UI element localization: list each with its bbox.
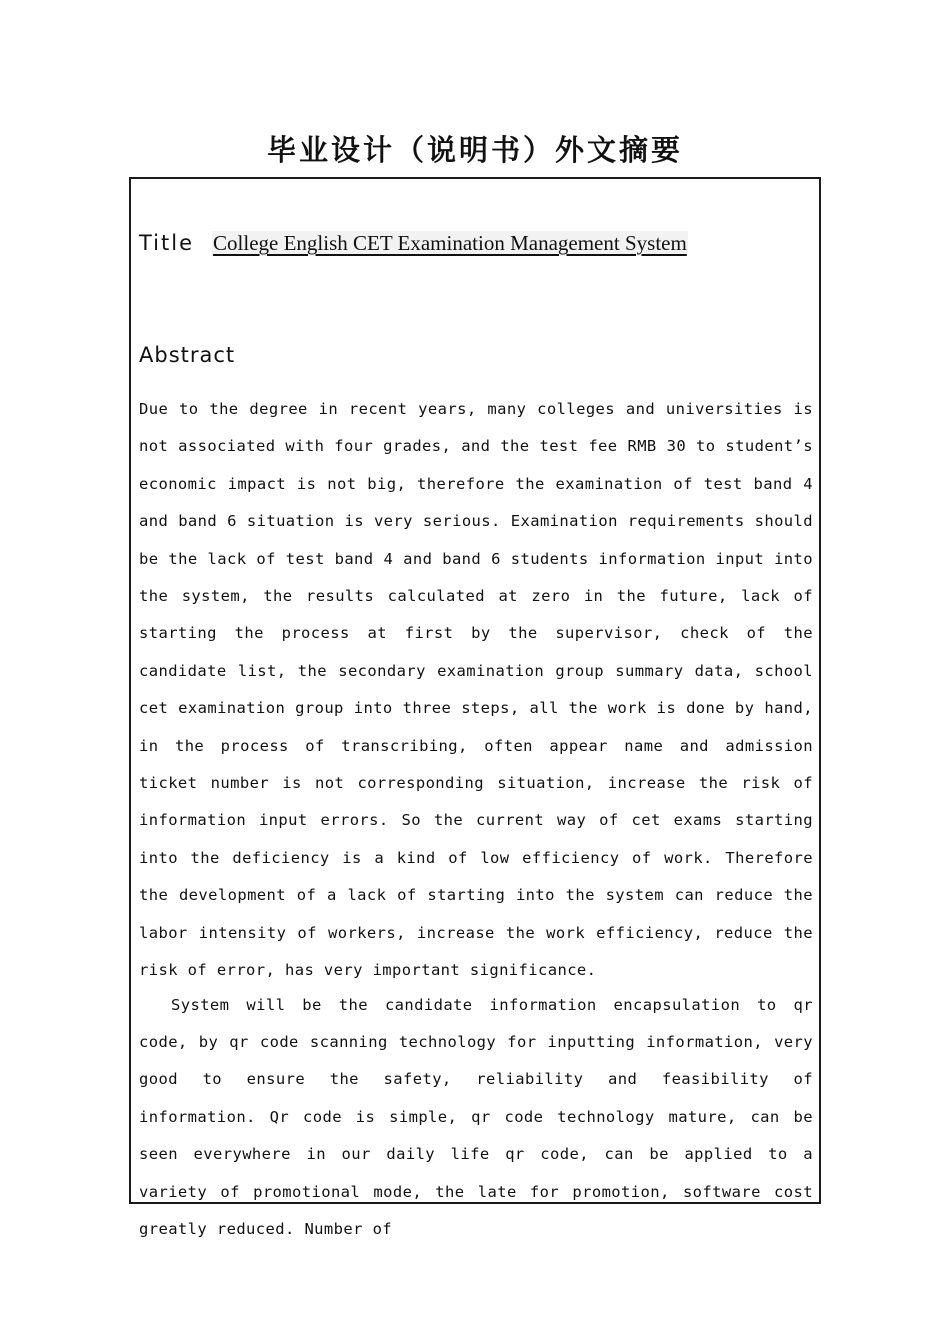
page-title: 毕业设计（说明书）外文摘要: [266, 133, 683, 167]
abstract-paragraph-2: System will be the candidate information encapsulation to qr code, by qr code scanning technology for inputting information, very good to ensure the safety, reliability and feasibility of information. Qr code is simple, qr code technology mature, can be seen everywhere in our daily life qr code, can be applied to a variety of promotional mode, the late for promotion, software cost greatly reduced. Number of: [139, 995, 813, 1238]
abstract-paragraph-1: Due to the degree in recent years, many colleges and universities is not associated with four grades, and the test fee RMB 30 to student’s economic impact is not big, therefore the examination of test band 4 and band 6 situation is very serious. Examination requirements should be the lack of test band 4 and band 6 students information input into the system, the results calculated at zero in the future, lack of starting the process at first by the supervisor, check of the candidate list, the secondary examination group summary data, school cet examination group into three steps, all the work is done by hand, in the process of transcribing, often appear name and admission ticket number is not corresponding situation, increase the risk of information input errors. So the current way of cet exams starting into the deficiency is a kind of low efficiency of work. Therefore the development of a lack of starting into the system can reduce the labor intensity of workers, increase the work efficiency, reduce the risk of error, has very important significance.: [139, 400, 813, 980]
abstract-body: [139, 391, 813, 1248]
title-label: Title: [139, 231, 195, 255]
title-row: [139, 231, 815, 256]
abstract-heading: Abstract: [139, 343, 236, 367]
thesis-title: College English CET Examination Management System: [213, 231, 687, 255]
abstract-frame: [129, 177, 821, 1238]
